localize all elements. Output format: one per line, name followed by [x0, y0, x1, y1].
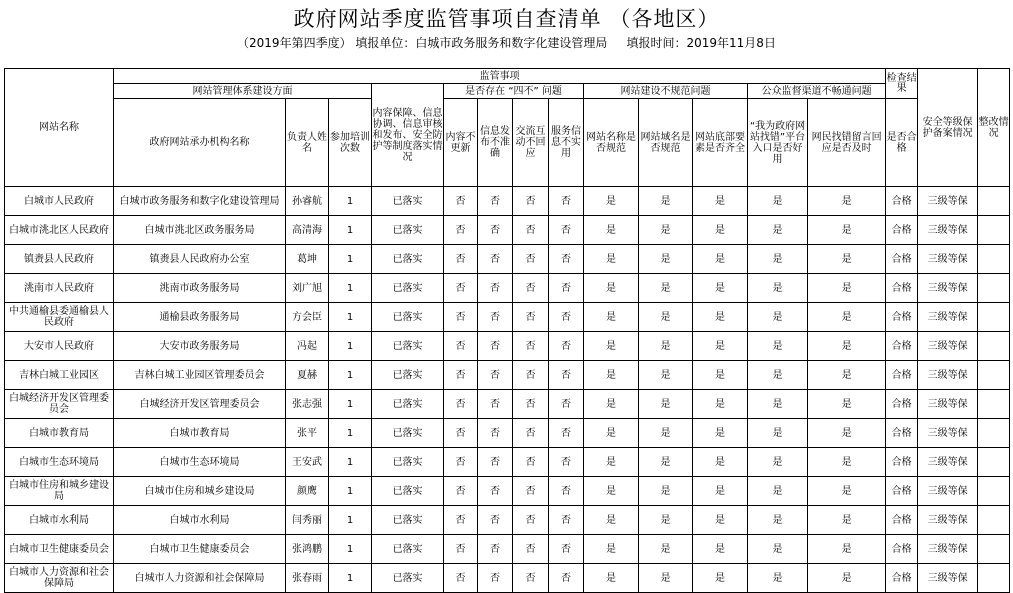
domain-std-cell: 是 — [639, 274, 693, 303]
name-std-cell: 是 — [584, 274, 639, 303]
domain-std-cell: 是 — [639, 187, 693, 216]
quarter-label: （2019年第四季度） — [237, 36, 352, 50]
reply-timely-cell: 是 — [808, 419, 886, 448]
domain-std-cell: 是 — [639, 535, 693, 564]
reply-timely-cell: 是 — [808, 535, 886, 564]
person-cell: 王安武 — [286, 448, 329, 477]
security-cell: 三级等保 — [918, 332, 978, 361]
no-reply-cell: 否 — [513, 477, 549, 506]
content-measures-cell: 已落实 — [372, 216, 444, 245]
rectify-cell — [978, 332, 1010, 361]
reply-timely-cell: 是 — [808, 187, 886, 216]
not-updated-cell: 否 — [444, 506, 478, 535]
header-site-name: 网站名称 — [5, 69, 114, 187]
header-group-four-no: 是否存在 “四不” 问题 — [444, 84, 584, 99]
no-service-cell: 否 — [549, 274, 584, 303]
person-cell: 颜鹰 — [286, 477, 329, 506]
security-cell: 三级等保 — [918, 506, 978, 535]
domain-std-cell: 是 — [639, 448, 693, 477]
domain-std-cell: 是 — [639, 419, 693, 448]
rectify-cell — [978, 216, 1010, 245]
wrongs-entry-cell: 是 — [748, 303, 808, 332]
training-count-cell: 1 — [329, 535, 372, 564]
security-cell: 三级等保 — [918, 303, 978, 332]
training-count-cell: 1 — [329, 332, 372, 361]
inaccurate-cell: 否 — [478, 535, 513, 564]
header-security: 安全等级保护备案情况 — [918, 69, 978, 187]
elements-cell: 是 — [693, 332, 748, 361]
training-count-cell: 1 — [329, 274, 372, 303]
table-row — [5, 361, 1010, 390]
site-name-cell: 白城市生态环境局 — [5, 448, 114, 477]
qualified-cell: 合格 — [886, 448, 918, 477]
no-service-cell: 否 — [549, 506, 584, 535]
header-content-measures: 内容保障、信息协调、信息审核和发布、安全防护等制度落实情况 — [372, 84, 444, 187]
table-row — [5, 564, 1010, 593]
document-title: 政府网站季度监管事项自查清单 （各地区） — [293, 7, 720, 31]
qualified-cell: 合格 — [886, 303, 918, 332]
elements-cell: 是 — [693, 535, 748, 564]
person-cell: 闫秀丽 — [286, 506, 329, 535]
security-cell: 三级等保 — [918, 245, 978, 274]
person-cell: 张春雨 — [286, 564, 329, 593]
no-service-cell: 否 — [549, 535, 584, 564]
header-domain-std: 网站域名是否规范 — [639, 99, 693, 187]
wrongs-entry-cell: 是 — [748, 390, 808, 419]
no-reply-cell: 否 — [513, 303, 549, 332]
reply-timely-cell: 是 — [808, 564, 886, 593]
domain-std-cell: 是 — [639, 332, 693, 361]
no-reply-cell: 否 — [513, 564, 549, 593]
site-name-cell: 白城市住房和城乡建设局 — [5, 477, 114, 506]
table-row — [5, 187, 1010, 216]
table-row — [5, 535, 1010, 564]
site-name-cell: 洮南市人民政府 — [5, 274, 114, 303]
not-updated-cell: 否 — [444, 477, 478, 506]
name-std-cell: 是 — [584, 419, 639, 448]
no-service-cell: 否 — [549, 361, 584, 390]
content-measures-cell: 已落实 — [372, 390, 444, 419]
self-check-table — [4, 68, 1010, 593]
org-name-cell: 白城市卫生健康委员会 — [114, 535, 286, 564]
header-supervision: 监管事项 — [114, 69, 886, 84]
table-row — [5, 245, 1010, 274]
header-rectify: 整改情况 — [978, 69, 1010, 187]
header-no-reply: 交流互动不回应 — [513, 99, 549, 187]
header-inaccurate: 信息发布不准确 — [478, 99, 513, 187]
no-reply-cell: 否 — [513, 187, 549, 216]
inaccurate-cell: 否 — [478, 390, 513, 419]
rectify-cell — [978, 564, 1010, 593]
table-body — [5, 187, 1010, 593]
content-measures-cell: 已落实 — [372, 506, 444, 535]
reply-timely-cell: 是 — [808, 332, 886, 361]
no-reply-cell: 否 — [513, 245, 549, 274]
elements-cell: 是 — [693, 419, 748, 448]
security-cell: 三级等保 — [918, 187, 978, 216]
name-std-cell: 是 — [584, 564, 639, 593]
qualified-cell: 合格 — [886, 564, 918, 593]
domain-std-cell: 是 — [639, 506, 693, 535]
training-count-cell: 1 — [329, 361, 372, 390]
no-service-cell: 否 — [549, 216, 584, 245]
header-not-updated: 内容不更新 — [444, 99, 478, 187]
name-std-cell: 是 — [584, 245, 639, 274]
header-group-irregular: 网站建设不规范问题 — [584, 84, 748, 99]
elements-cell: 是 — [693, 216, 748, 245]
rectify-cell — [978, 390, 1010, 419]
inaccurate-cell: 否 — [478, 303, 513, 332]
rectify-cell — [978, 303, 1010, 332]
reply-timely-cell: 是 — [808, 448, 886, 477]
reply-timely-cell: 是 — [808, 361, 886, 390]
reply-timely-cell: 是 — [808, 390, 886, 419]
rectify-cell — [978, 245, 1010, 274]
content-measures-cell: 已落实 — [372, 361, 444, 390]
wrongs-entry-cell: 是 — [748, 564, 808, 593]
no-service-cell: 否 — [549, 564, 584, 593]
header-wrongs-entry: “我为政府网站找错”平台入口是否好用 — [748, 99, 808, 187]
qualified-cell: 合格 — [886, 187, 918, 216]
fill-unit: 填报单位：白城市政务服务和数字化建设管理局 — [355, 36, 608, 50]
domain-std-cell: 是 — [639, 303, 693, 332]
qualified-cell: 合格 — [886, 390, 918, 419]
no-reply-cell: 否 — [513, 274, 549, 303]
org-name-cell: 大安市政务服务局 — [114, 332, 286, 361]
name-std-cell: 是 — [584, 390, 639, 419]
table-row — [5, 448, 1010, 477]
not-updated-cell: 否 — [444, 245, 478, 274]
name-std-cell: 是 — [584, 477, 639, 506]
not-updated-cell: 否 — [444, 361, 478, 390]
training-count-cell: 1 — [329, 477, 372, 506]
elements-cell: 是 — [693, 477, 748, 506]
no-service-cell: 否 — [549, 390, 584, 419]
site-name-cell: 大安市人民政府 — [5, 332, 114, 361]
rectify-cell — [978, 361, 1010, 390]
domain-std-cell: 是 — [639, 564, 693, 593]
not-updated-cell: 否 — [444, 274, 478, 303]
table-row — [5, 477, 1010, 506]
site-name-cell: 白城市洮北区人民政府 — [5, 216, 114, 245]
training-count-cell: 1 — [329, 448, 372, 477]
rectify-cell — [978, 535, 1010, 564]
name-std-cell: 是 — [584, 535, 639, 564]
content-measures-cell: 已落实 — [372, 245, 444, 274]
inaccurate-cell: 否 — [478, 361, 513, 390]
org-name-cell: 洮南市政务服务局 — [114, 274, 286, 303]
not-updated-cell: 否 — [444, 564, 478, 593]
table-row — [5, 216, 1010, 245]
name-std-cell: 是 — [584, 216, 639, 245]
inaccurate-cell: 否 — [478, 506, 513, 535]
rectify-cell — [978, 448, 1010, 477]
org-name-cell: 通榆县政务服务局 — [114, 303, 286, 332]
site-name-cell: 白城市教育局 — [5, 419, 114, 448]
site-name-cell: 白城市水利局 — [5, 506, 114, 535]
security-cell: 三级等保 — [918, 390, 978, 419]
training-count-cell: 1 — [329, 303, 372, 332]
content-measures-cell: 已落实 — [372, 419, 444, 448]
elements-cell: 是 — [693, 390, 748, 419]
domain-std-cell: 是 — [639, 245, 693, 274]
table-row — [5, 390, 1010, 419]
inaccurate-cell: 否 — [478, 477, 513, 506]
header-name-std: 网站名称是否规范 — [584, 99, 639, 187]
elements-cell: 是 — [693, 187, 748, 216]
wrongs-entry-cell: 是 — [748, 419, 808, 448]
rectify-cell — [978, 187, 1010, 216]
content-measures-cell: 已落实 — [372, 535, 444, 564]
wrongs-entry-cell: 是 — [748, 245, 808, 274]
rectify-cell — [978, 419, 1010, 448]
header-reply-timely: 网民找错留言回应是否及时 — [808, 99, 886, 187]
header-org: 政府网站承办机构名称 — [114, 99, 286, 187]
security-cell: 三级等保 — [918, 477, 978, 506]
content-measures-cell: 已落实 — [372, 564, 444, 593]
header-person: 负责人姓名 — [286, 99, 329, 187]
qualified-cell: 合格 — [886, 361, 918, 390]
elements-cell: 是 — [693, 245, 748, 274]
content-measures-cell: 已落实 — [372, 332, 444, 361]
document-subtitle — [0, 34, 1013, 52]
elements-cell: 是 — [693, 361, 748, 390]
table-header — [5, 69, 1010, 187]
not-updated-cell: 否 — [444, 390, 478, 419]
person-cell: 张志强 — [286, 390, 329, 419]
org-name-cell: 白城市水利局 — [114, 506, 286, 535]
wrongs-entry-cell: 是 — [748, 216, 808, 245]
no-reply-cell: 否 — [513, 506, 549, 535]
qualified-cell: 合格 — [886, 535, 918, 564]
training-count-cell: 1 — [329, 216, 372, 245]
content-measures-cell: 已落实 — [372, 477, 444, 506]
site-name-cell: 白城市人力资源和社会保障局 — [5, 564, 114, 593]
person-cell: 冯起 — [286, 332, 329, 361]
rectify-cell — [978, 506, 1010, 535]
content-measures-cell: 已落实 — [372, 187, 444, 216]
rectify-cell — [978, 477, 1010, 506]
qualified-cell: 合格 — [886, 245, 918, 274]
content-measures-cell: 已落实 — [372, 448, 444, 477]
header-elements: 网站底部要素是否齐全 — [693, 99, 748, 187]
training-count-cell: 1 — [329, 564, 372, 593]
reply-timely-cell: 是 — [808, 216, 886, 245]
inaccurate-cell: 否 — [478, 448, 513, 477]
domain-std-cell: 是 — [639, 216, 693, 245]
no-service-cell: 否 — [549, 303, 584, 332]
person-cell: 孙睿航 — [286, 187, 329, 216]
name-std-cell: 是 — [584, 332, 639, 361]
security-cell: 三级等保 — [918, 535, 978, 564]
wrongs-entry-cell: 是 — [748, 535, 808, 564]
content-measures-cell: 已落实 — [372, 303, 444, 332]
domain-std-cell: 是 — [639, 361, 693, 390]
no-service-cell: 否 — [549, 245, 584, 274]
inaccurate-cell: 否 — [478, 564, 513, 593]
security-cell: 三级等保 — [918, 419, 978, 448]
header-group-public: 公众监督渠道不畅通问题 — [748, 84, 886, 99]
name-std-cell: 是 — [584, 448, 639, 477]
security-cell: 三级等保 — [918, 361, 978, 390]
security-cell: 三级等保 — [918, 448, 978, 477]
domain-std-cell: 是 — [639, 477, 693, 506]
not-updated-cell: 否 — [444, 419, 478, 448]
table-row — [5, 419, 1010, 448]
no-reply-cell: 否 — [513, 390, 549, 419]
security-cell: 三级等保 — [918, 564, 978, 593]
no-service-cell: 否 — [549, 332, 584, 361]
rectify-cell — [978, 274, 1010, 303]
person-cell: 夏赫 — [286, 361, 329, 390]
org-name-cell: 白城经济开发区管理委员会 — [114, 390, 286, 419]
person-cell: 张平 — [286, 419, 329, 448]
org-name-cell: 白城市住房和城乡建设局 — [114, 477, 286, 506]
security-cell: 三级等保 — [918, 274, 978, 303]
name-std-cell: 是 — [584, 361, 639, 390]
elements-cell: 是 — [693, 506, 748, 535]
no-service-cell: 否 — [549, 477, 584, 506]
site-name-cell: 白城经济开发区管理委员会 — [5, 390, 114, 419]
qualified-cell: 合格 — [886, 419, 918, 448]
reply-timely-cell: 是 — [808, 477, 886, 506]
name-std-cell: 是 — [584, 187, 639, 216]
inaccurate-cell: 否 — [478, 187, 513, 216]
no-reply-cell: 否 — [513, 361, 549, 390]
wrongs-entry-cell: 是 — [748, 506, 808, 535]
not-updated-cell: 否 — [444, 332, 478, 361]
table-row — [5, 332, 1010, 361]
wrongs-entry-cell: 是 — [748, 448, 808, 477]
no-reply-cell: 否 — [513, 535, 549, 564]
person-cell: 张鸿鹏 — [286, 535, 329, 564]
table-row — [5, 303, 1010, 332]
training-count-cell: 1 — [329, 390, 372, 419]
reply-timely-cell: 是 — [808, 506, 886, 535]
table-row — [5, 274, 1010, 303]
domain-std-cell: 是 — [639, 390, 693, 419]
org-name-cell: 镇赉县人民政府办公室 — [114, 245, 286, 274]
no-service-cell: 否 — [549, 419, 584, 448]
org-name-cell: 吉林白城工业园区管理委员会 — [114, 361, 286, 390]
training-count-cell: 1 — [329, 187, 372, 216]
person-cell: 刘广旭 — [286, 274, 329, 303]
site-name-cell: 白城市卫生健康委员会 — [5, 535, 114, 564]
qualified-cell: 合格 — [886, 477, 918, 506]
qualified-cell: 合格 — [886, 216, 918, 245]
org-name-cell: 白城市人力资源和社会保障局 — [114, 564, 286, 593]
elements-cell: 是 — [693, 274, 748, 303]
site-name-cell: 中共通榆县委通榆县人民政府 — [5, 303, 114, 332]
no-reply-cell: 否 — [513, 332, 549, 361]
elements-cell: 是 — [693, 448, 748, 477]
org-name-cell: 白城市教育局 — [114, 419, 286, 448]
org-name-cell: 白城市洮北区政务服务局 — [114, 216, 286, 245]
site-name-cell: 镇赉县人民政府 — [5, 245, 114, 274]
table-row — [5, 506, 1010, 535]
wrongs-entry-cell: 是 — [748, 477, 808, 506]
not-updated-cell: 否 — [444, 535, 478, 564]
no-reply-cell: 否 — [513, 216, 549, 245]
header-group-system: 网站管理体系建设方面 — [114, 84, 372, 99]
wrongs-entry-cell: 是 — [748, 187, 808, 216]
training-count-cell: 1 — [329, 506, 372, 535]
reply-timely-cell: 是 — [808, 274, 886, 303]
person-cell: 高清海 — [286, 216, 329, 245]
no-service-cell: 否 — [549, 448, 584, 477]
name-std-cell: 是 — [584, 303, 639, 332]
no-reply-cell: 否 — [513, 448, 549, 477]
content-measures-cell: 已落实 — [372, 274, 444, 303]
reply-timely-cell: 是 — [808, 245, 886, 274]
person-cell: 方会臣 — [286, 303, 329, 332]
wrongs-entry-cell: 是 — [748, 361, 808, 390]
org-name-cell: 白城市生态环境局 — [114, 448, 286, 477]
site-name-cell: 吉林白城工业园区 — [5, 361, 114, 390]
qualified-cell: 合格 — [886, 274, 918, 303]
name-std-cell: 是 — [584, 506, 639, 535]
inaccurate-cell: 否 — [478, 245, 513, 274]
inaccurate-cell: 否 — [478, 274, 513, 303]
person-cell: 葛坤 — [286, 245, 329, 274]
qualified-cell: 合格 — [886, 332, 918, 361]
elements-cell: 是 — [693, 564, 748, 593]
header-qualified: 是否合格 — [886, 99, 918, 187]
security-cell: 三级等保 — [918, 216, 978, 245]
reply-timely-cell: 是 — [808, 303, 886, 332]
org-name-cell: 白城市政务服务和数字化建设管理局 — [114, 187, 286, 216]
not-updated-cell: 否 — [444, 448, 478, 477]
no-service-cell: 否 — [549, 187, 584, 216]
site-name-cell: 白城市人民政府 — [5, 187, 114, 216]
not-updated-cell: 否 — [444, 216, 478, 245]
no-reply-cell: 否 — [513, 419, 549, 448]
wrongs-entry-cell: 是 — [748, 332, 808, 361]
inaccurate-cell: 否 — [478, 419, 513, 448]
header-training: 参加培训次数 — [329, 99, 372, 187]
elements-cell: 是 — [693, 303, 748, 332]
training-count-cell: 1 — [329, 419, 372, 448]
header-no-service: 服务信息不实用 — [549, 99, 584, 187]
inaccurate-cell: 否 — [478, 216, 513, 245]
not-updated-cell: 否 — [444, 303, 478, 332]
fill-date: 填报时间：2019年11月8日 — [626, 36, 776, 50]
wrongs-entry-cell: 是 — [748, 274, 808, 303]
not-updated-cell: 否 — [444, 187, 478, 216]
inaccurate-cell: 否 — [478, 332, 513, 361]
header-check-result: 检查结果 — [886, 69, 918, 99]
qualified-cell: 合格 — [886, 506, 918, 535]
training-count-cell: 1 — [329, 245, 372, 274]
